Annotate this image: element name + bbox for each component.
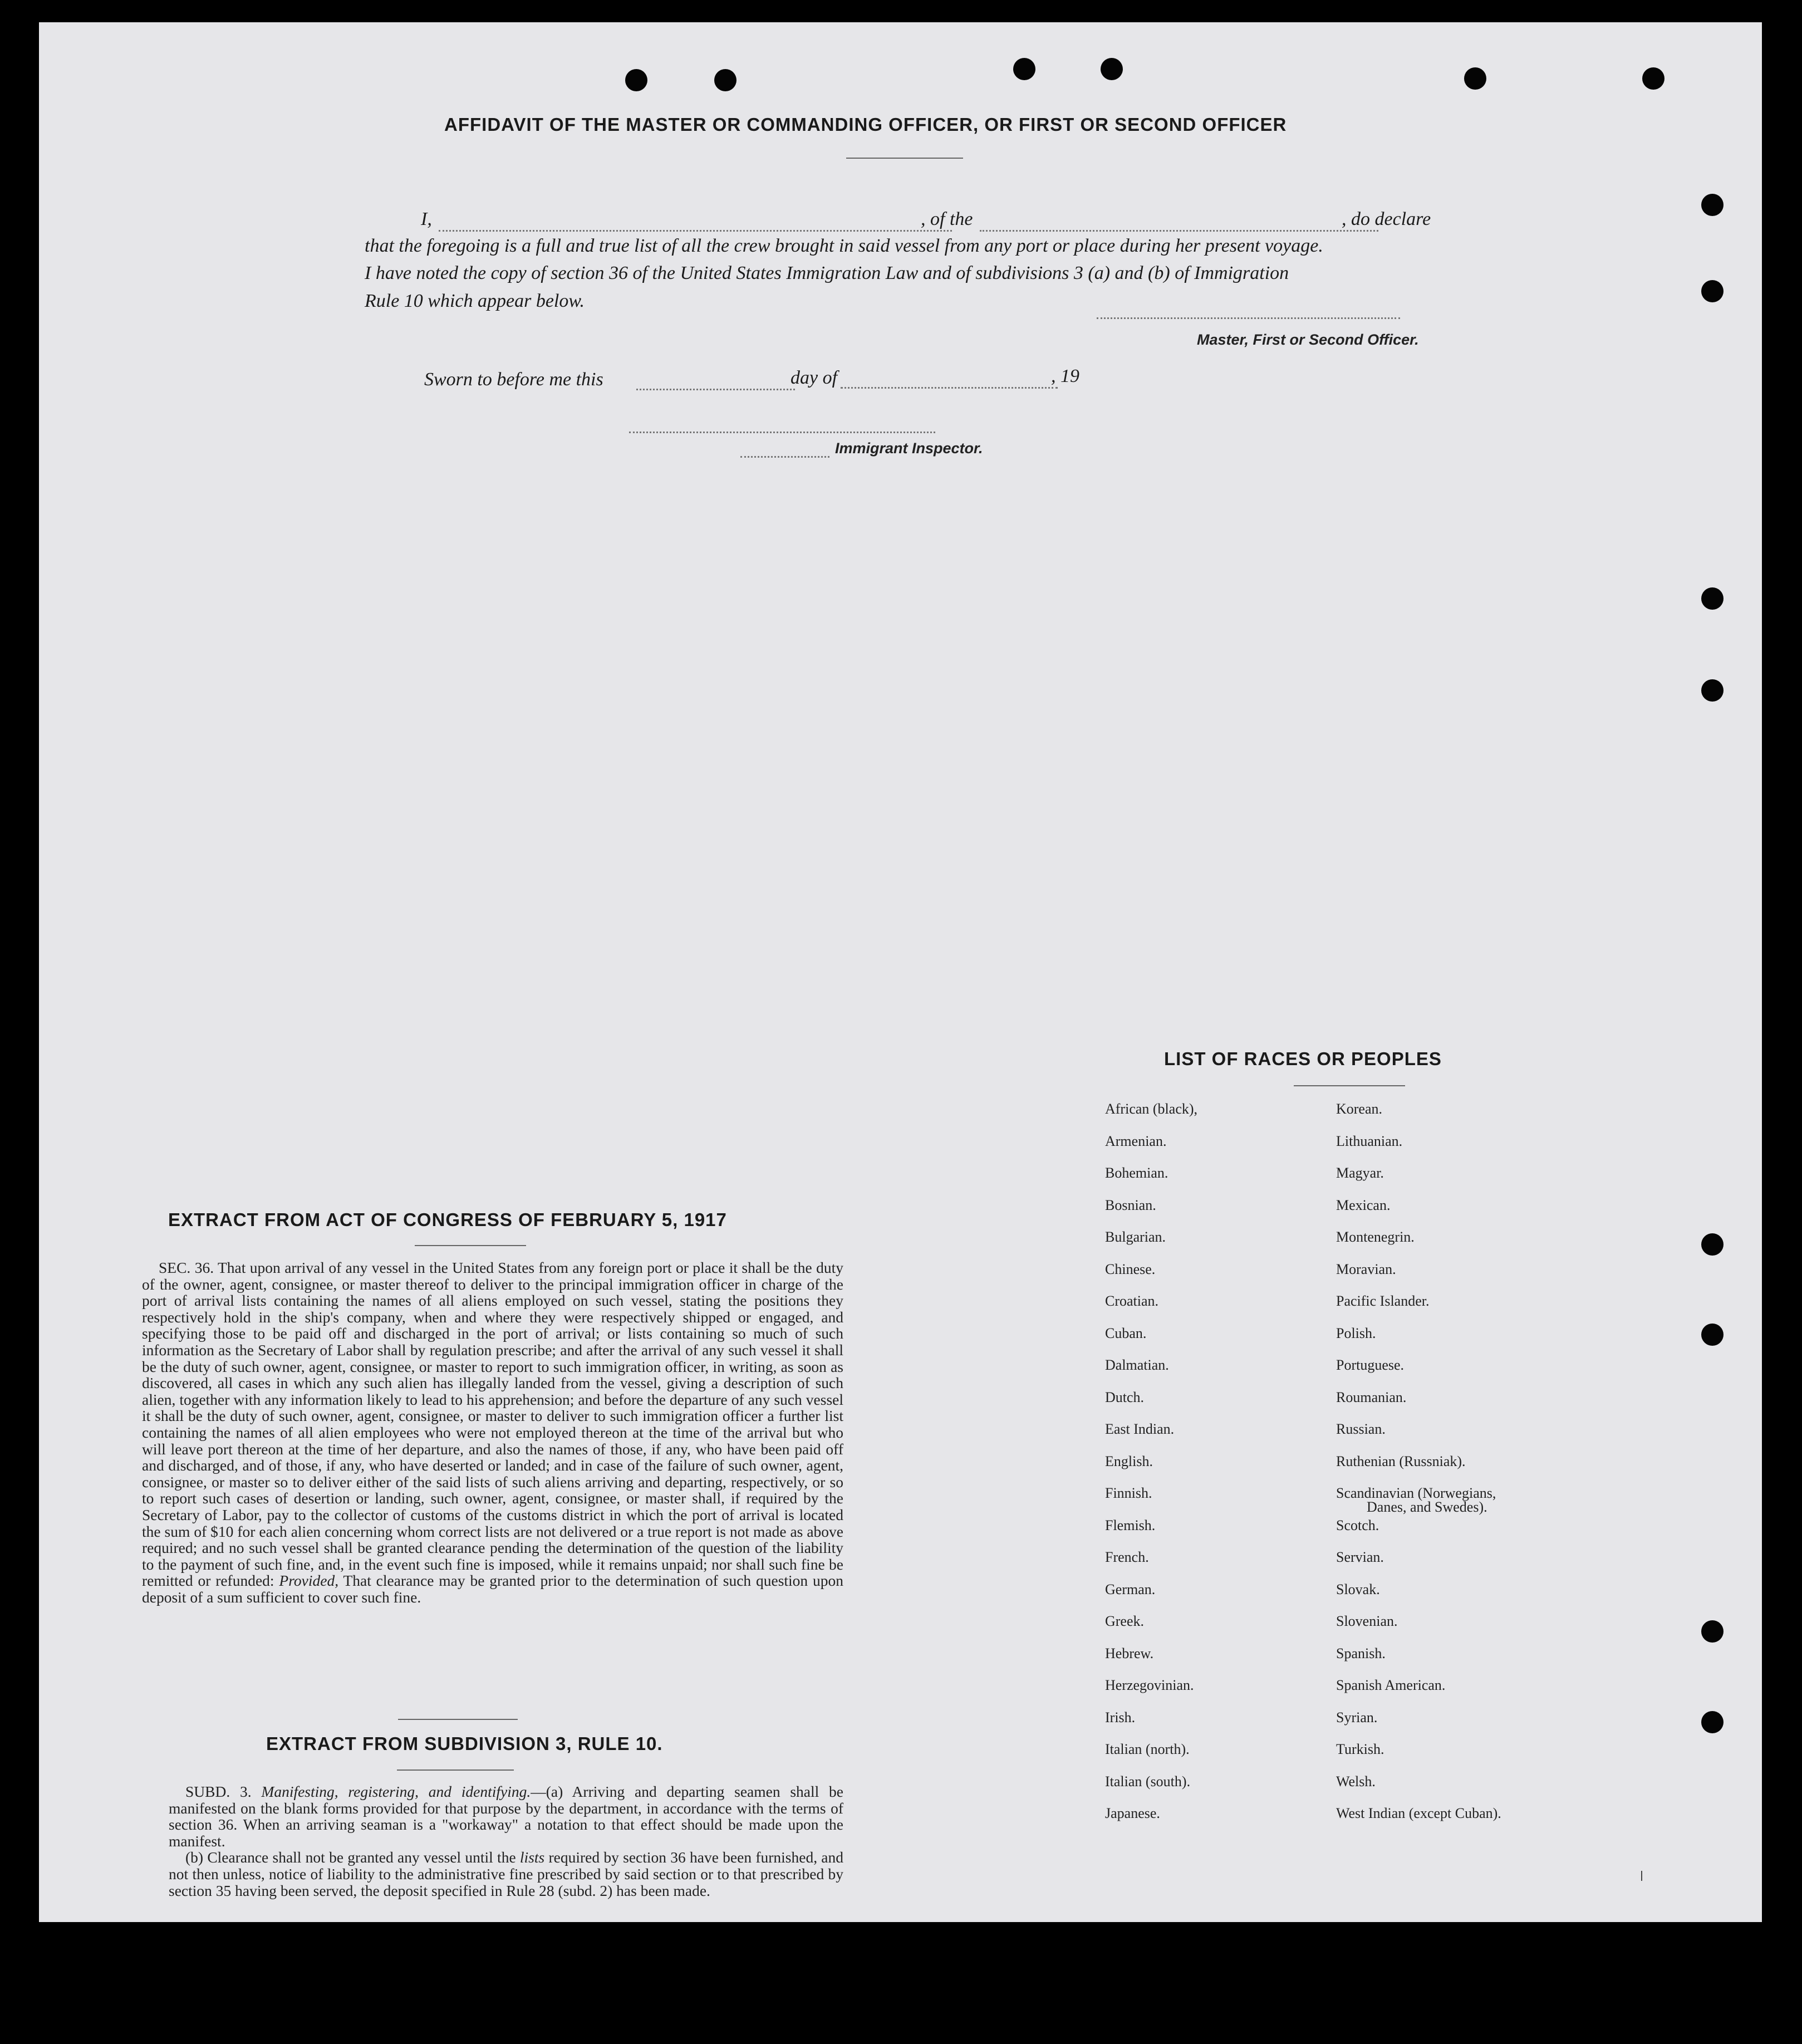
- race-item: East Indian.: [1105, 1421, 1175, 1437]
- sec-text-b: That clearance may be granted prior to the determination of such question upon deposit of a sum sufficient to cover such fine.: [142, 1572, 844, 1606]
- race-item: West Indian (except Cuban).: [1336, 1805, 1501, 1821]
- affidavit-title: AFFIDAVIT OF THE MASTER OR COMMANDING OFFICER, OR FIRST OR SECOND OFFICER: [444, 114, 1287, 135]
- affidavit-line-3: I have noted the copy of section 36 of the United States Immigration Law and of subdivisions 3 (a) and (b) of Immigration: [365, 263, 1289, 283]
- affidavit-i-label: I,: [421, 209, 432, 229]
- day-of-label: day of: [790, 367, 838, 388]
- race-item: Armenian.: [1105, 1133, 1167, 1149]
- race-item: Bohemian.: [1105, 1165, 1168, 1181]
- race-item: Japanese.: [1105, 1805, 1160, 1821]
- race-item: Polish.: [1336, 1325, 1376, 1341]
- race-item: Lithuanian.: [1336, 1133, 1403, 1149]
- sec-text-a: That upon arrival of any vessel in the United States from any foreign port or place it shall be the duty of the owner, agent, consignee, or master thereof to deliver to the principal immigration officer in charge of the port of arrival lists containing the names of all aliens employed on such vessel, stating the positions they respectively hold in the ship's company, when and where they were respectively shipped or engaged, and specifying those to be paid off and discharged in the port of arrival; or lists containing so much of such information as the Secretary of Labor shall by regulation prescribe; and after the arrival of any such vessel it shall be the duty of such owner, agent, consignee, or master to report to such immigration officer, in writing, as soon as discovered, all cases in which any such alien has illegally landed from the vessel, giving a description of such alien, together with any information likely to lead to his apprehension; and before the departure of any such vessel it shall be the duty of such owner, agent, consignee, or master to deliver to such immigration officer a further list containing the names of all alien employees who were not employed thereon at the time of the arrival but who will leave port thereon at the time of her departure, and also the names of those, if any, who have been paid off and discharged, and of those, if any, who have deserted or landed; and in case of the failure of such owner, agent, consignee, or master so to deliver either of the said lists of such aliens arriving and departing, respectively, or so to report such cases of desertion or landing, such owner, agent, consignee, or master shall, if required by the Secretary of Labor, pay to the collector of customs of the customs district in which the port of arrival is located the sum of $10 for each alien concerning whom correct lists are not delivered or a true report is not made as above required; and no such vessel shall be granted clearance pending the determination of the question of the liability to the payment of such fine, and, in the event such fine is imposed, while it remains unpaid; nor shall such fine be remitted or refunded:: [142, 1259, 843, 1590]
- race-item: Italian (south).: [1105, 1773, 1191, 1790]
- race-item: Syrian.: [1336, 1709, 1378, 1726]
- binder-hole: [1013, 58, 1035, 80]
- binder-hole: [1701, 1620, 1724, 1643]
- race-item: Moravian.: [1336, 1261, 1396, 1277]
- binder-hole: [1701, 1711, 1724, 1733]
- affidavit-declare-label: , do declare: [1342, 209, 1431, 229]
- subd-a-text: Arriving and departing seamen shall be manifested on the blank forms provided for that purpose by the department, in accordance with the terms of section 36. When an arriving seaman is a "workaway" a notation to that effect should be made upon the manifest.: [169, 1783, 844, 1850]
- race-item: Greek.: [1105, 1613, 1145, 1629]
- race-item: Korean.: [1336, 1101, 1383, 1117]
- race-item: Bulgarian.: [1105, 1229, 1166, 1245]
- binder-hole: [1642, 67, 1664, 90]
- race-item: Scandinavian (Norwegians, Danes, and Swedes).: [1336, 1485, 1496, 1515]
- margin-mark: [1641, 1871, 1642, 1881]
- race-item: Slovak.: [1336, 1581, 1380, 1597]
- sworn-label: Sworn to before me this: [424, 369, 603, 390]
- rule-title: EXTRACT FROM SUBDIVISION 3, RULE 10.: [266, 1733, 663, 1754]
- race-item: Ruthenian (Russniak).: [1336, 1453, 1466, 1469]
- races-column-2: [1336, 1101, 1501, 1837]
- race-item: Herzegovinian.: [1105, 1677, 1194, 1693]
- subd-b-lists-word: lists: [519, 1849, 545, 1866]
- inspector-signature-blank: [629, 432, 935, 433]
- provided-word: Provided,: [279, 1572, 339, 1590]
- binder-hole: [1701, 280, 1724, 302]
- binder-hole: [1701, 679, 1724, 702]
- sworn-day-blank: [636, 389, 795, 390]
- race-item: Mexican.: [1336, 1197, 1391, 1213]
- binder-hole: [625, 69, 647, 91]
- race-item: Spanish American.: [1336, 1677, 1446, 1693]
- races-title: LIST OF RACES OR PEOPLES: [1164, 1048, 1442, 1069]
- race-item: German.: [1105, 1581, 1156, 1597]
- subd-b-text-2: required by section 36 have been furnished, and not then unless, notice of liability to the administrative fine prescribed by said section or to that prescribed by section 35 having been served, the deposit specified in Rule 28 (subd. 2) has been made.: [169, 1849, 844, 1899]
- races-column-1: [1105, 1101, 1197, 1837]
- race-item: Servian.: [1336, 1549, 1384, 1565]
- document-page: [39, 22, 1762, 1922]
- title-rule: [846, 158, 963, 159]
- master-signature-blank: [1097, 317, 1400, 319]
- race-item: Italian (north).: [1105, 1741, 1190, 1757]
- subd-b-label: (b): [185, 1849, 204, 1866]
- race-item: Scotch.: [1336, 1517, 1379, 1533]
- race-item: African (black),: [1105, 1101, 1198, 1117]
- race-item: Pacific Islander.: [1336, 1293, 1430, 1309]
- affidavit-line-2: that the foregoing is a full and true list of all the crew brought in said vessel from any port or place during her present voyage.: [365, 236, 1323, 256]
- binder-hole: [1464, 67, 1486, 90]
- officer-name-blank: [439, 230, 952, 232]
- race-item: Hebrew.: [1105, 1645, 1154, 1661]
- affidavit-of-the-label: , of the: [921, 209, 973, 229]
- race-item-continuation: Danes, and Swedes).: [1367, 1499, 1487, 1515]
- race-item: Magyar.: [1336, 1165, 1384, 1181]
- race-item: Russian.: [1336, 1421, 1386, 1437]
- master-signature-label: Master, First or Second Officer.: [1197, 331, 1419, 348]
- race-item: Flemish.: [1105, 1517, 1156, 1533]
- race-item: Spanish.: [1336, 1645, 1386, 1661]
- sworn-month-blank: [841, 387, 1058, 389]
- race-item: English.: [1105, 1453, 1153, 1469]
- act-section-36-text: [142, 1259, 843, 1605]
- subd-a-label: —(a): [531, 1783, 563, 1800]
- inspector-signature-blank-2: [740, 456, 829, 458]
- race-item: Finnish.: [1105, 1485, 1152, 1501]
- race-item: Slovenian.: [1336, 1613, 1398, 1629]
- act-title: EXTRACT FROM ACT OF CONGRESS OF FEBRUARY 5, 1917: [168, 1209, 727, 1230]
- binder-hole: [714, 69, 736, 91]
- subd-heading: Manifesting, registering, and identifying.: [261, 1783, 531, 1800]
- race-item: Bosnian.: [1105, 1197, 1156, 1213]
- race-item: Irish.: [1105, 1709, 1136, 1726]
- binder-hole: [1701, 1233, 1724, 1256]
- section-divider-rule: [398, 1719, 518, 1720]
- race-item: Chinese.: [1105, 1261, 1156, 1277]
- race-item: Dutch.: [1105, 1389, 1145, 1405]
- inspector-signature-label: Immigrant Inspector.: [835, 440, 983, 457]
- race-item: Croatian.: [1105, 1293, 1159, 1309]
- binder-hole: [1701, 194, 1724, 216]
- vessel-name-blank: [980, 230, 1378, 232]
- rule-title-rule: [397, 1769, 514, 1771]
- subd-label: SUBD. 3.: [185, 1783, 252, 1800]
- binder-hole: [1701, 1324, 1724, 1346]
- races-title-rule: [1294, 1085, 1405, 1086]
- race-item: Turkish.: [1336, 1741, 1384, 1757]
- binder-hole: [1701, 587, 1724, 610]
- race-item: Montenegrin.: [1336, 1229, 1415, 1245]
- sec-label: SEC. 36.: [159, 1259, 214, 1276]
- race-item: Portuguese.: [1336, 1357, 1405, 1373]
- race-item: Welsh.: [1336, 1773, 1376, 1790]
- binder-hole: [1101, 58, 1123, 80]
- affidavit-line-4: Rule 10 which appear below.: [365, 291, 585, 311]
- act-title-rule: [415, 1245, 526, 1246]
- rule-10-text: [169, 1783, 843, 1899]
- race-item: Roumanian.: [1336, 1389, 1407, 1405]
- race-item: Cuban.: [1105, 1325, 1147, 1341]
- year-label: , 19: [1051, 366, 1079, 386]
- race-item: French.: [1105, 1549, 1149, 1565]
- race-item: Dalmatian.: [1105, 1357, 1169, 1373]
- subd-b-text-1: Clearance shall not be granted any vessel until the: [207, 1849, 516, 1866]
